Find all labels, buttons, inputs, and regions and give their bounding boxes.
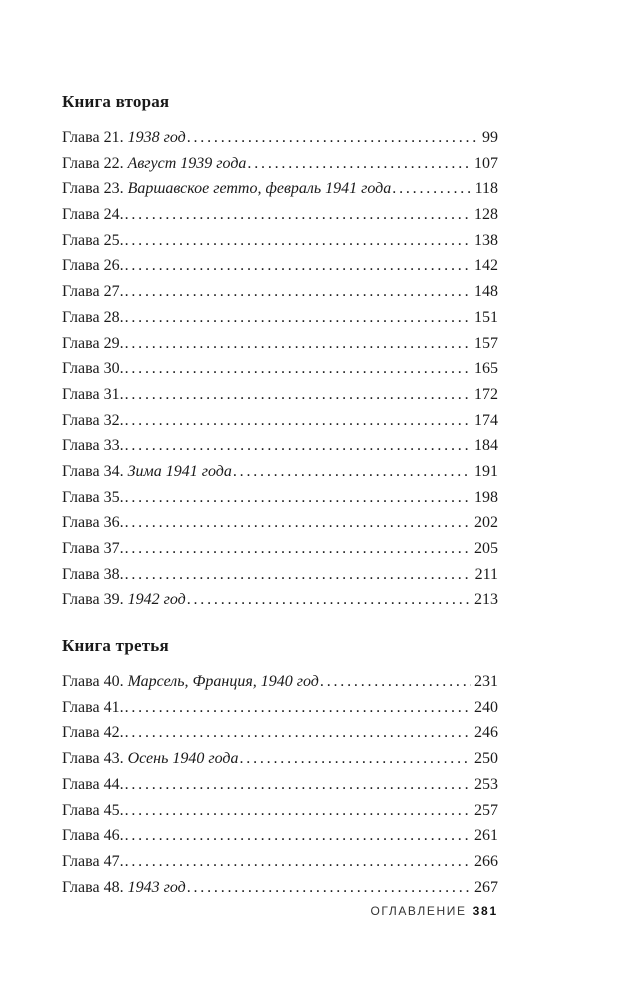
chapter-number: Глава 43.: [62, 750, 124, 768]
toc-entry: [62, 669, 498, 695]
toc-entry: [62, 798, 498, 824]
chapter-number: Глава 47.: [62, 852, 124, 870]
chapter-label: [62, 536, 124, 562]
chapter-label: [62, 356, 124, 382]
toc-entry: [62, 382, 498, 408]
chapter-label: [62, 125, 186, 151]
chapter-page-number: 213: [474, 591, 498, 609]
chapter-number: Глава 33.: [62, 437, 124, 455]
chapter-label: [62, 151, 246, 177]
chapter-label: [62, 228, 124, 254]
chapter-number: Глава 36.: [62, 514, 124, 532]
dot-leader: [125, 849, 471, 875]
toc-entry: [62, 125, 498, 151]
chapter-page-number: 138: [474, 231, 498, 249]
chapter-number: Глава 31.: [62, 385, 124, 403]
dot-leader: [125, 510, 471, 536]
chapter-number: Глава 28.: [62, 308, 124, 326]
chapter-page-number: 184: [474, 437, 498, 455]
chapter-page-number: 198: [474, 488, 498, 506]
chapter-label: [62, 587, 186, 613]
dot-leader: [125, 279, 471, 305]
table-of-contents: [62, 90, 498, 900]
dot-leader: [392, 176, 471, 202]
toc-entry: [62, 356, 498, 382]
chapter-page-number: 165: [474, 360, 498, 378]
chapter-label: [62, 746, 238, 772]
chapter-label: [62, 176, 391, 202]
dot-leader: [125, 202, 471, 228]
dot-leader: [125, 305, 471, 331]
dot-leader: [125, 485, 471, 511]
toc-entry: [62, 875, 498, 901]
chapter-page-number: 266: [474, 852, 498, 870]
toc-entry: [62, 772, 498, 798]
chapter-label: [62, 798, 124, 824]
book-heading-second: Книга вторая: [62, 92, 170, 111]
dot-leader: [125, 228, 471, 254]
toc-entry: [62, 849, 498, 875]
toc-entry: [62, 433, 498, 459]
chapter-number: Глава 48.: [62, 878, 124, 896]
toc-entry: [62, 151, 498, 177]
toc-entry: [62, 176, 498, 202]
dot-leader: [187, 587, 471, 613]
toc-entry: [62, 536, 498, 562]
chapter-number: Глава 30.: [62, 360, 124, 378]
chapter-title: Варшавское гетто, февраль 1941 года: [127, 180, 392, 198]
chapter-page-number: 267: [474, 878, 498, 896]
chapter-page-number: 253: [474, 775, 498, 793]
chapter-number: Глава 32.: [62, 411, 124, 429]
chapter-number: Глава 25.: [62, 231, 124, 249]
dot-leader: [125, 408, 471, 434]
dot-leader: [125, 356, 471, 382]
chapter-label: [62, 849, 124, 875]
chapter-label: [62, 772, 124, 798]
chapter-page-number: 257: [474, 801, 498, 819]
chapter-page-number: 246: [474, 724, 498, 742]
chapter-number: Глава 23.: [62, 180, 124, 198]
page-footer: [370, 904, 498, 918]
toc-entry: [62, 202, 498, 228]
page-number: 381: [472, 904, 498, 918]
chapter-page-number: 261: [474, 827, 498, 845]
chapter-page-number: 118: [474, 180, 498, 198]
chapter-page-number: 240: [474, 698, 498, 716]
chapter-number: Глава 45.: [62, 801, 124, 819]
dot-leader: [187, 875, 471, 901]
chapter-number: Глава 37.: [62, 540, 124, 557]
chapter-label: [62, 408, 124, 434]
chapter-number: Глава 26.: [62, 257, 124, 275]
toc-entry: [62, 823, 498, 849]
chapter-number: Глава 35.: [62, 488, 124, 506]
toc-entry: [62, 253, 498, 279]
chapter-page-number: 250: [474, 750, 498, 768]
chapter-number: Глава 27.: [62, 283, 124, 301]
chapter-page-number: 205: [474, 540, 498, 557]
chapter-label: [62, 562, 124, 588]
dot-leader: [247, 151, 471, 177]
toc-entry: [62, 305, 498, 331]
chapter-page-number: 231: [474, 673, 498, 691]
dot-leader: [125, 433, 471, 459]
chapter-label: [62, 695, 124, 721]
dot-leader: [125, 562, 472, 588]
chapter-title: Зима 1941 года: [127, 462, 232, 480]
chapter-page-number: 107: [474, 154, 498, 172]
chapter-number: Глава 34.: [62, 462, 124, 480]
chapter-page-number: 211: [474, 565, 498, 583]
toc-entry: [62, 746, 498, 772]
chapter-page-number: 157: [474, 334, 498, 352]
chapter-label: [62, 459, 232, 485]
chapter-number: Глава 41.: [62, 698, 124, 716]
chapter-page-number: 191: [474, 462, 498, 480]
chapter-page-number: 128: [474, 206, 498, 224]
dot-leader: [320, 669, 471, 695]
dot-leader: [125, 798, 471, 824]
dot-leader: [233, 459, 471, 485]
chapter-page-number: 172: [474, 385, 498, 403]
chapter-number: Глава 21.: [62, 129, 124, 146]
chapter-number: Глава 46.: [62, 827, 124, 845]
running-header-section: ОГЛАВЛЕНИЕ: [370, 904, 467, 918]
dot-leader: [125, 823, 471, 849]
chapter-label: [62, 279, 124, 305]
dot-leader: [125, 536, 471, 562]
chapter-number: Глава 22.: [62, 154, 124, 172]
toc-list-book-two: [62, 125, 498, 613]
chapter-title: Марсель, Франция, 1940 год: [127, 673, 319, 691]
chapter-label: [62, 485, 124, 511]
book-heading-third: Книга третья: [62, 636, 169, 656]
chapter-label: [62, 823, 124, 849]
toc-entry: [62, 562, 498, 588]
toc-list-book-three: [62, 669, 498, 900]
chapter-label: [62, 875, 186, 901]
chapter-page-number: 142: [474, 257, 498, 275]
chapter-page-number: 99: [482, 129, 498, 146]
dot-leader: [125, 695, 471, 721]
dot-leader: [187, 125, 479, 151]
dot-leader: [125, 382, 471, 408]
dot-leader: [125, 772, 471, 798]
chapter-page-number: 202: [474, 514, 498, 532]
toc-entry: [62, 331, 498, 357]
chapter-page-number: 174: [474, 411, 498, 429]
toc-entry: [62, 228, 498, 254]
toc-entry: [62, 510, 498, 536]
chapter-page-number: 148: [474, 283, 498, 301]
chapter-label: [62, 669, 319, 695]
chapter-number: Глава 44.: [62, 775, 124, 793]
chapter-label: [62, 433, 124, 459]
chapter-label: [62, 305, 124, 331]
dot-leader: [125, 720, 471, 746]
chapter-title: Август 1939 года: [127, 154, 247, 172]
chapter-label: [62, 382, 124, 408]
chapter-title: 1943 год: [127, 878, 186, 896]
chapter-number: Глава 29.: [62, 334, 124, 352]
chapter-label: [62, 253, 124, 279]
chapter-page-number: 151: [474, 308, 498, 326]
dot-leader: [125, 253, 471, 279]
toc-entry: [62, 720, 498, 746]
dot-leader: [125, 331, 471, 357]
chapter-number: Глава 39.: [62, 591, 124, 609]
toc-entry: [62, 587, 498, 613]
chapter-label: [62, 331, 124, 357]
toc-entry: [62, 459, 498, 485]
chapter-title: Осень 1940 года: [127, 750, 239, 768]
chapter-number: Глава 38.: [62, 565, 124, 583]
dot-leader: [239, 746, 471, 772]
chapter-label: [62, 202, 124, 228]
chapter-number: Глава 42.: [62, 724, 124, 742]
chapter-title: 1942 год: [127, 591, 186, 609]
chapter-number: Глава 40.: [62, 673, 124, 691]
toc-entry: [62, 279, 498, 305]
toc-entry: [62, 695, 498, 721]
toc-entry: [62, 485, 498, 511]
chapter-title: 1938 год: [127, 129, 186, 146]
chapter-label: [62, 510, 124, 536]
chapter-label: [62, 720, 124, 746]
chapter-number: Глава 24.: [62, 206, 124, 224]
toc-entry: [62, 408, 498, 434]
